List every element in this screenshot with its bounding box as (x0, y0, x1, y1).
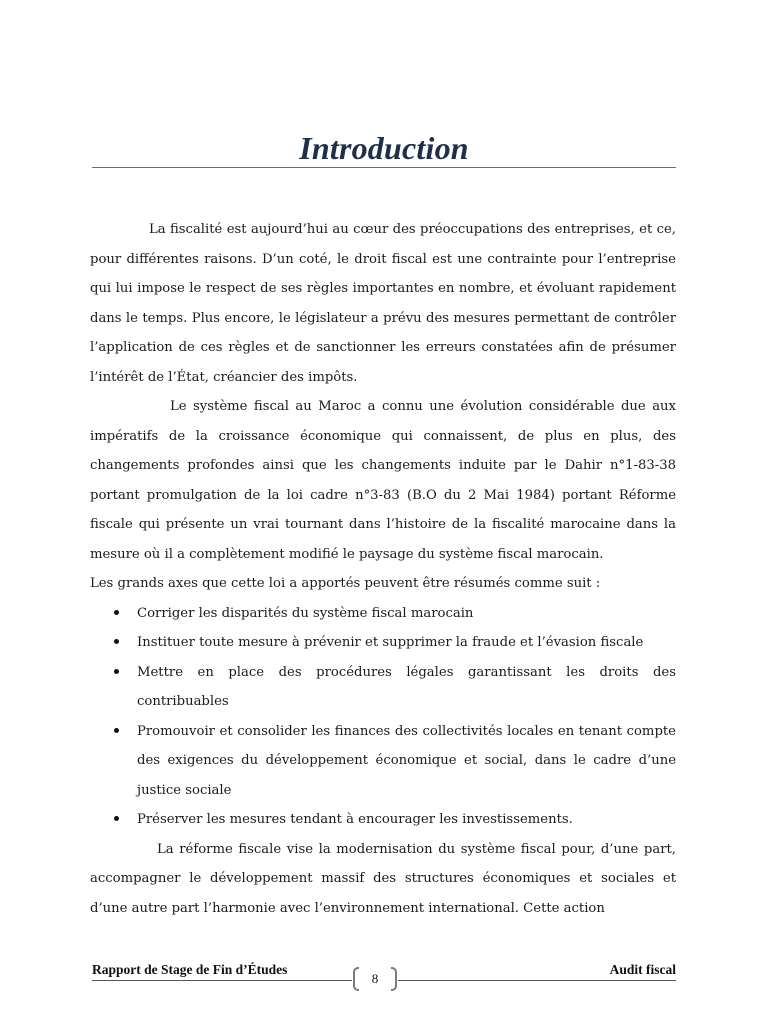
page-title: Introduction (299, 130, 469, 166)
list-item (137, 658, 676, 717)
list-item-text: Préserver les mesures tendant à encourager les investissements. (137, 812, 573, 827)
list-item (137, 717, 676, 806)
list-item-text: Mettre en place des procédures légales garantissant les droits des contribuables (137, 664, 676, 709)
paragraph-systeme-fiscal: Le système fiscal au Maroc a connu une évolution considérable due aux impératifs de la croissance économique qui connaissent, de plus en plus, des changements profondes ainsi que les changements induite par le Dahir n°1-83-38 portant promulgation de la loi cadre n°3-83 (B.O du 2 Mai 1984) portant Réforme fiscale qui présente un vrai tournant dans l’histoire de la fiscalité marocaine dans la mesure où il a complètement modifié le paysage du système fiscal marocain. (90, 399, 676, 562)
bullet-icon (114, 639, 119, 644)
list-item-text: Corriger les disparités du système fiscal marocain (137, 605, 474, 621)
bullet-icon (114, 816, 119, 821)
footer-section-title: Audit fiscal (609, 962, 676, 977)
bullet-icon (114, 669, 119, 674)
document-body (90, 215, 676, 923)
paragraph-reforme: La réforme fiscale vise la modernisation du système fiscal pour, d’une part, accompagner le développement massif des structures économiques et sociales et d’une autre part l’harmonie avec l’environnement international. Cette action (90, 841, 676, 916)
page-number-badge (352, 967, 398, 993)
footer-report-title: Rapport de Stage de Fin d’Études (92, 962, 288, 977)
list-item (137, 805, 676, 835)
list-item (137, 628, 676, 658)
axes-list (90, 599, 676, 835)
bullet-icon (114, 728, 119, 733)
right-bracket-icon (391, 967, 397, 991)
bullet-icon (114, 610, 119, 615)
list-item-text: Promouvoir et consolider les finances des collectivités locales en tenant compte des exigences du développement économique et social, dans le cadre d’une justice sociale (137, 723, 676, 798)
title-underline (92, 167, 676, 168)
list-item-text: Instituer toute mesure à prévenir et supprimer la fraude et l’évasion fiscale (137, 635, 644, 650)
paragraph-fiscalite: La fiscalité est aujourd’hui au cœur des préoccupations des entreprises, et ce, pour différentes raisons. D’un coté, le droit fiscal est une contrainte pour l’entreprise qui lui impose le respect de ses règles importantes en nombre, et évoluant rapidement dans le temps. Plus encore, le législateur a prévu des mesures permettant de contrôler l’application de ces règles et de sanctionner les erreurs constatées afin de présumer l’intérêt de l’État, créancier des impôts. (90, 222, 676, 385)
paragraph-grands-axes: Les grands axes que cette loi a apportés peuvent être résumés comme suit : (90, 576, 601, 591)
list-item (137, 599, 676, 629)
page-number: 8 (371, 971, 379, 986)
